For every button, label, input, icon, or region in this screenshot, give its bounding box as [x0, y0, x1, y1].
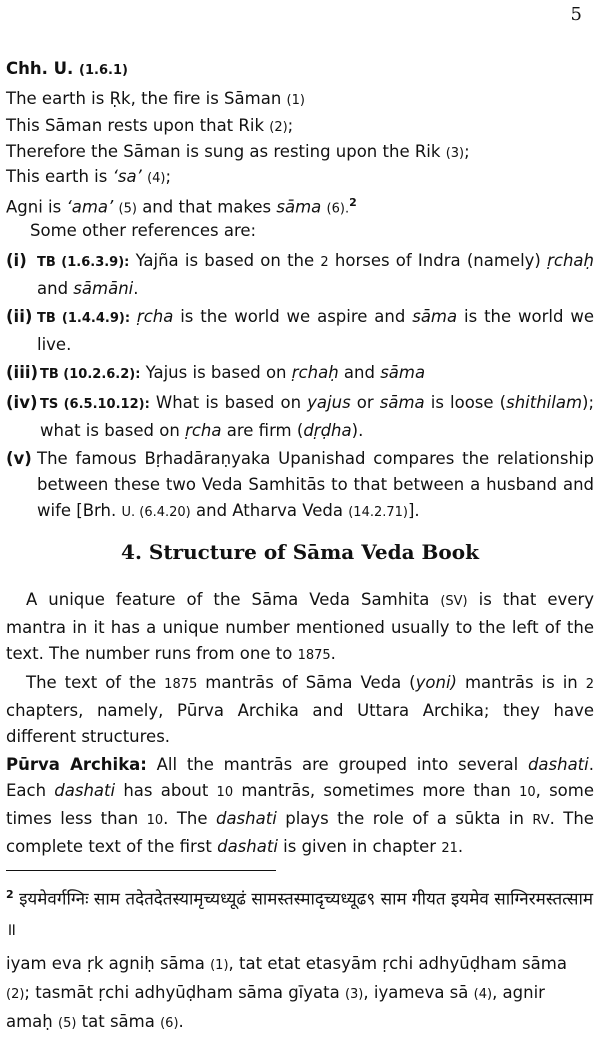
- translit-num: (4): [473, 987, 493, 1002]
- para-text: All the mantrās are grouped into several: [146, 755, 528, 774]
- section-heading: 4. Structure of Sāma Veda Book: [121, 540, 479, 564]
- para-bold: Pūrva Archika:: [6, 755, 147, 774]
- verse-text: Therefore the Sāman is sung as resting upon the Rik: [6, 142, 441, 161]
- para-text: . The complete text of the first: [6, 809, 594, 856]
- item-text: is loose (: [424, 393, 507, 412]
- translit-text: iyam eva ṛk agniḥ sāma: [6, 954, 211, 973]
- verse-num: (3): [445, 146, 465, 161]
- item-text: or: [350, 393, 380, 412]
- paragraph-3: [6, 752, 594, 862]
- item-text: and: [37, 279, 74, 298]
- chh-u-heading: [6, 58, 128, 82]
- item-text: ].: [408, 501, 420, 520]
- para-text: plays the role of a sūkta in: [276, 809, 533, 828]
- translit-num: (1): [210, 958, 229, 973]
- footnote-sanskrit: [6, 880, 594, 945]
- item-source: TB (1.6.3.9):: [37, 255, 130, 270]
- item-italic: ṛcha: [136, 307, 174, 326]
- verse-text: and that makes: [136, 197, 277, 217]
- translit-text: , agnir amaḥ: [6, 983, 545, 1031]
- item-text: What is based on: [149, 393, 308, 412]
- item-italic: yajus: [307, 393, 351, 412]
- verse-text: This earth is: [6, 167, 113, 186]
- item-italic: dṛḍha: [303, 421, 352, 440]
- verse-text: This Sāman rests upon that Rik: [6, 116, 264, 135]
- item-text: are firm (: [221, 421, 304, 440]
- item-label: (ii): [6, 307, 33, 326]
- reference-item-1: [6, 248, 594, 302]
- translit-text: .: [178, 1012, 184, 1031]
- item-italic: sāma: [412, 307, 458, 326]
- verse-num: (2): [269, 120, 288, 135]
- item-text: ).: [351, 421, 364, 440]
- item-text: ); what is based on: [40, 393, 595, 440]
- footnote-transliteration: [6, 950, 594, 1037]
- translit-text: tat sāma: [76, 1012, 161, 1031]
- para-small: 10: [146, 813, 164, 828]
- item-source: TB (1.4.4.9):: [37, 311, 131, 326]
- para-italic: dashati: [215, 809, 277, 828]
- chh-u-label: Chh. U.: [6, 59, 74, 78]
- paragraph-2: [6, 670, 594, 750]
- item-label: (i): [6, 251, 27, 270]
- item-small: U. (6.4.20): [121, 505, 191, 520]
- translit-num: (6): [160, 1016, 179, 1031]
- item-source: TB (10.2.6.2):: [40, 367, 141, 382]
- item-num: 2: [320, 255, 329, 270]
- item-label: (iii): [6, 363, 39, 382]
- para-text: has about: [115, 781, 217, 800]
- reference-item-4: [6, 390, 594, 444]
- para-small: RV: [532, 813, 550, 828]
- item-label: (v): [6, 449, 32, 468]
- verse-line-4: [6, 166, 171, 190]
- para-italic: dashati: [217, 837, 278, 856]
- para-text: , some times less than: [6, 781, 595, 828]
- verse-num: (6).: [326, 201, 350, 217]
- para-text: mantrās of Sāma Veda (: [197, 673, 416, 692]
- verse-line-5: [6, 192, 357, 221]
- footnote-ref: 2: [349, 196, 357, 209]
- para-text: is that every mantra in it has a unique number mentioned usually to the left of the text. The number runs from one to: [6, 590, 594, 663]
- para-text: . The: [163, 809, 216, 828]
- verse-line-2: [6, 115, 293, 139]
- verse-punct: ;: [287, 116, 294, 135]
- para-small: 2: [585, 677, 594, 692]
- item-text: and: [338, 363, 381, 382]
- para-text: mantrās, sometimes more than: [233, 781, 520, 800]
- para-small: 21: [441, 841, 458, 856]
- sanskrit-text: इयमेवर्गग्निः साम तदेतदेतस्यामृच्यध्यूढं सामस्तस्मादृच्यध्यूढ९ साम गीयत इयमेव साग्निरमस्तत्साम ॥: [6, 889, 594, 940]
- reference-item-2: [6, 304, 594, 358]
- translit-text: ; tasmāt ṛchi adhyūḍham sāma gīyata: [24, 983, 345, 1002]
- verse-italic: ‘sa’: [112, 167, 142, 186]
- para-text: chapters, namely, Pūrva Archika and Uttara Archika; they have different structures.: [6, 701, 594, 746]
- item-source: TS (6.5.10.12):: [40, 397, 150, 412]
- item-text: horses of Indra (namely): [328, 251, 548, 270]
- item-text: and Atharva Veda: [190, 501, 349, 520]
- translit-num: (3): [344, 987, 364, 1002]
- intro-text: Some other references are:: [30, 221, 257, 240]
- verse-italic: ‘ama’: [66, 197, 114, 217]
- item-text: .: [133, 279, 139, 298]
- item-small: (14.2.71): [348, 505, 408, 520]
- translit-num: (5): [58, 1016, 77, 1031]
- item-italic: ṛchaḥ: [291, 363, 339, 382]
- item-text: The famous Bṛhadāraṇyaka Upanishad compares the relationship between these two Veda Samhitās to that between a husband and wife [Brh.: [37, 449, 594, 520]
- para-italic: yoni): [415, 673, 457, 692]
- verse-punct: ;: [165, 167, 172, 186]
- verse-text: The earth is Ṛk, the fire is Sāman: [6, 89, 282, 108]
- item-italic: shithilam: [506, 393, 583, 412]
- item-text: Yajus is based on: [140, 363, 292, 382]
- para-text: is given in chapter: [277, 837, 442, 856]
- para-small: (SV): [440, 594, 468, 609]
- verse-italic: sāma: [276, 197, 322, 217]
- para-text: .: [457, 837, 464, 856]
- verse-punct: ;: [464, 142, 470, 161]
- item-text: is the world we aspire and: [173, 307, 413, 326]
- item-text: is the world we live.: [37, 307, 594, 354]
- para-text: . Each: [6, 755, 594, 800]
- para-text: A unique feature of the Sāma Veda Samhita: [26, 590, 441, 609]
- footnote-divider: [6, 870, 276, 871]
- para-small: 10: [519, 785, 536, 800]
- translit-num: (2): [6, 987, 25, 1002]
- para-small: 1875: [297, 648, 331, 663]
- paragraph-1: [6, 587, 594, 669]
- verse-num: (5): [118, 201, 137, 217]
- page-number: 5: [570, 4, 582, 25]
- verse-text: Agni is: [6, 197, 67, 217]
- verse-num: (4): [147, 171, 166, 186]
- item-italic: sāma: [379, 393, 425, 412]
- item-label: (iv): [6, 393, 38, 412]
- item-italic: sāma: [380, 363, 426, 382]
- verse-line-3: [6, 141, 470, 165]
- para-text: .: [330, 644, 336, 663]
- translit-text: , tat etat etasyām ṛchi adhyūḍham sāma: [228, 954, 567, 973]
- footnote-mark: 2: [6, 888, 14, 901]
- item-italic: ṛchaḥ: [547, 251, 594, 270]
- para-text: mantrās is in: [456, 673, 586, 692]
- para-italic: dashati: [54, 781, 116, 800]
- item-italic: ṛcha: [185, 421, 222, 440]
- verse-num: (1): [286, 93, 305, 108]
- reference-item-5: [6, 446, 594, 526]
- verse-line-1: [6, 88, 305, 112]
- chh-u-ref: (1.6.1): [79, 63, 128, 78]
- para-text: The text of the: [26, 673, 165, 692]
- translit-text: , iyameva sā: [363, 983, 474, 1002]
- reference-item-3: [6, 360, 594, 388]
- item-italic: sāmāni: [73, 279, 134, 298]
- para-small: 1875: [164, 677, 198, 692]
- para-italic: dashati: [527, 755, 589, 774]
- para-small: 10: [216, 785, 234, 800]
- item-text: Yajña is based on the: [129, 251, 321, 270]
